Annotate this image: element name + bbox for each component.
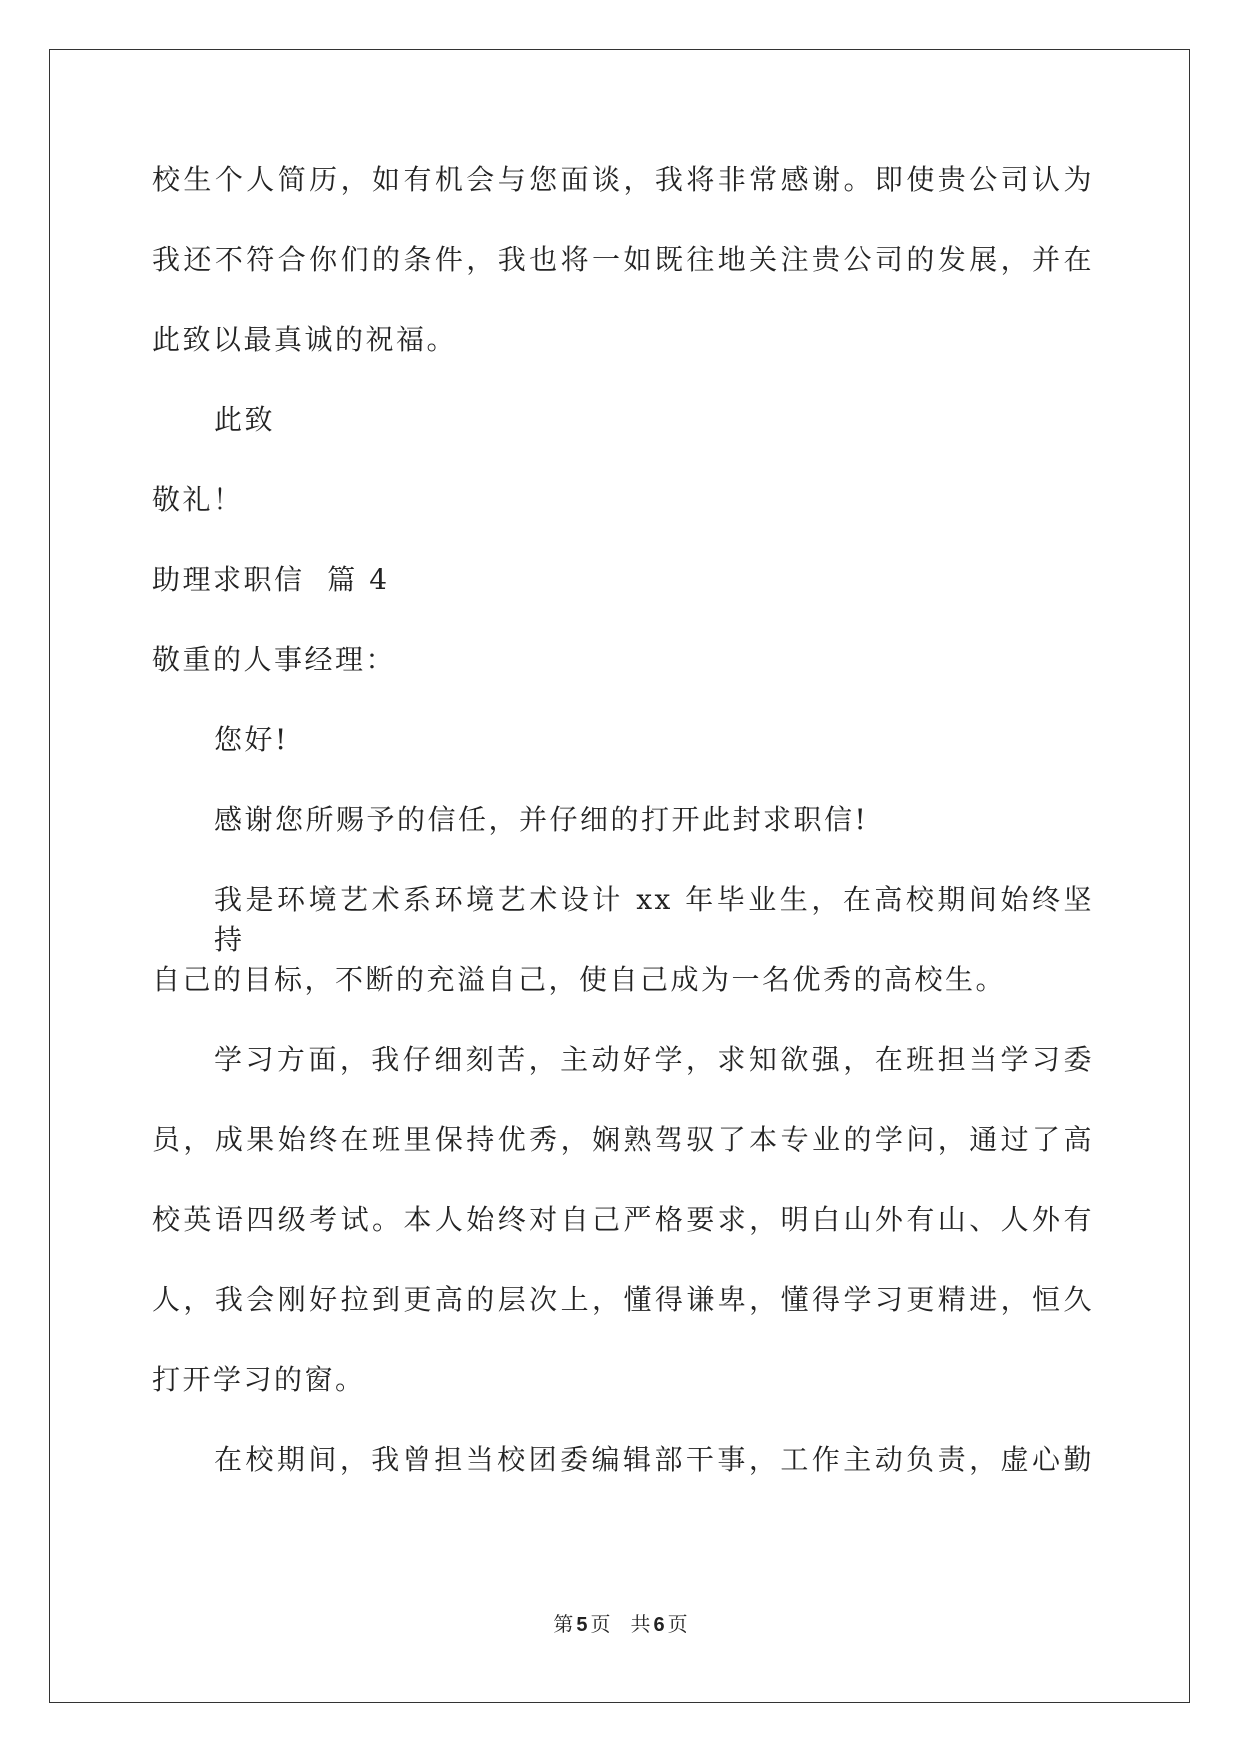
current-page-number: 5 <box>576 1614 588 1636</box>
greeting: 您好! <box>214 723 289 756</box>
text-line: 自己的目标，不断的充溢自己，使自己成为一名优秀的高校生。 <box>152 963 1007 996</box>
text-line: 打开学习的窗。 <box>152 1363 366 1396</box>
total-page-number: 6 <box>653 1614 665 1636</box>
text-line: 员，成果始终在班里保持优秀，娴熟驾驭了本专业的学问，通过了高 <box>152 1123 1094 1156</box>
page-footer <box>0 1608 1241 1637</box>
closing-phrase: 此致 <box>214 403 276 436</box>
text-line: 在校期间，我曾担当校团委编辑部干事，工作主动负责，虚心勤 <box>214 1443 1094 1476</box>
total-suffix: 页 <box>667 1612 688 1636</box>
text-line: 学习方面，我仔细刻苦，主动好学，求知欲强，在班担当学习委 <box>214 1043 1094 1076</box>
text-line: 我是环境艺术系环境艺术设计 xx 年毕业生，在高校期间始终坚持 <box>214 883 1094 956</box>
text-line: 此致以最真诚的祝福。 <box>152 323 458 356</box>
text-line: 人，我会刚好拉到更高的层次上，懂得谦卑，懂得学习更精进，恒久 <box>152 1283 1094 1316</box>
page-prefix: 第 <box>553 1612 574 1636</box>
text-line: 感谢您所赐予的信任，并仔细的打开此封求职信! <box>214 803 869 836</box>
text-line: 我还不符合你们的条件，我也将一如既往地关注贵公司的发展，并在 <box>152 243 1094 276</box>
text-line: 校英语四级考试。本人始终对自己严格要求，明白山外有山、人外有 <box>152 1203 1094 1236</box>
text-line: 校生个人简历，如有机会与您面谈，我将非常感谢。即使贵公司认为 <box>152 163 1094 196</box>
document-body <box>152 160 1094 1520</box>
page-suffix: 页 <box>590 1612 611 1636</box>
section-heading: 助理求职信 篇 4 <box>152 563 390 596</box>
total-prefix: 共 <box>630 1612 651 1636</box>
salutation-closing: 敬礼！ <box>152 483 244 516</box>
addressee: 敬重的人事经理： <box>152 643 397 676</box>
